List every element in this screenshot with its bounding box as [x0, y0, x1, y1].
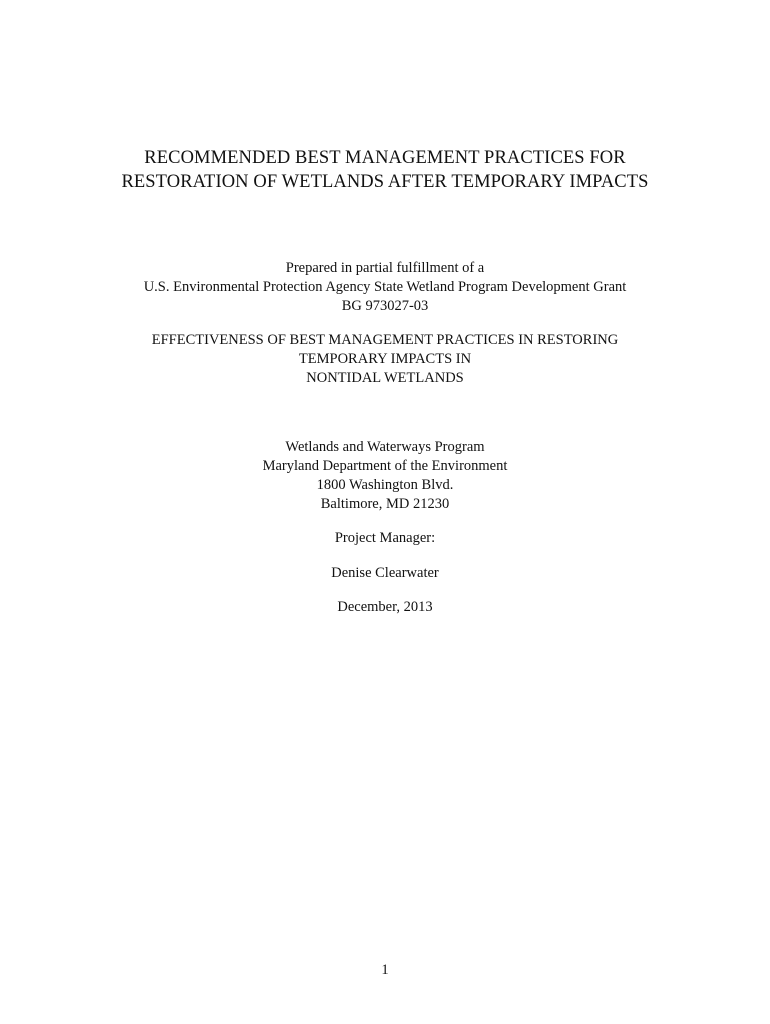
project-manager-name: Denise Clearwater [331, 565, 439, 581]
address-line-4: Baltimore, MD 21230 [320, 496, 450, 512]
subtitle-line-3: NONTIDAL WETLANDS [306, 370, 464, 386]
grant-line-1: Prepared in partial fulfillment of a [285, 260, 485, 276]
subtitle-line-1: EFFECTIVENESS OF BEST MANAGEMENT PRACTICES IN RESTORING [151, 332, 619, 348]
title-line-2: RESTORATION OF WETLANDS AFTER TEMPORARY IMPACTS [121, 172, 649, 192]
address-line-3: 1800 Washington Blvd. [316, 477, 454, 493]
grant-line-3: BG 973027-03 [341, 298, 429, 314]
page-number: 1 [381, 962, 389, 978]
subtitle-line-2: TEMPORARY IMPACTS IN [298, 351, 472, 367]
address-line-1: Wetlands and Waterways Program [285, 439, 485, 455]
address-line-2: Maryland Department of the Environment [262, 458, 508, 474]
document-date: December, 2013 [337, 599, 433, 615]
grant-line-2: U.S. Environmental Protection Agency State Wetland Program Development Grant [143, 279, 627, 295]
title-line-1: RECOMMENDED BEST MANAGEMENT PRACTICES FOR [144, 148, 626, 168]
project-manager-label: Project Manager: [334, 530, 436, 546]
